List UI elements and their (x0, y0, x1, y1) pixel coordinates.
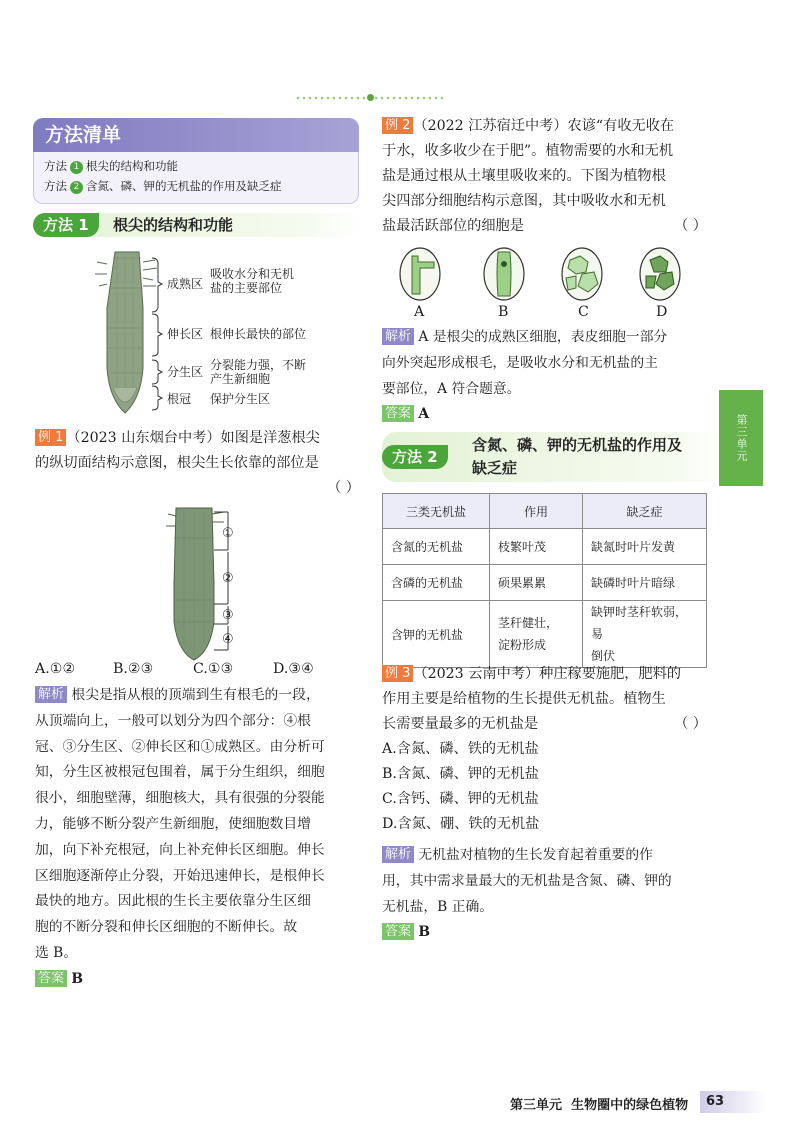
example1-stem (35, 426, 360, 501)
analysis1-line: 很小，细胞壁薄，细胞核大，具有很强的分裂能 (35, 790, 325, 807)
example2-bracket: （ ） (674, 218, 707, 234)
page-number: 63 (706, 1094, 725, 1109)
example3-line: 长需要量最多的无机盐是 (382, 716, 539, 732)
table-header-salt: 三类无机盐 (383, 494, 490, 529)
summary-item-prefix: 方法 (44, 159, 67, 173)
summary-item-text: 根尖的结构和功能 (86, 159, 178, 173)
table-row (383, 601, 707, 668)
option-b: B.含氮、磷、钾的无机盐 (382, 766, 539, 782)
deficiency-cell: 缺氮时叶片发黄 (583, 529, 707, 565)
zone-desc-elongation: 根伸长最快的部位 (210, 327, 307, 341)
zone-mark-2: ② (222, 571, 234, 586)
footer-text (510, 1094, 688, 1113)
analysis1-line: 从顶端向上，一般可以划分为四个部分：④根 (35, 712, 311, 729)
summary-item-1 (44, 156, 348, 176)
analysis2-tag: 解析 (382, 328, 414, 345)
analysis1-line: 最快的地方。因此根的生长主要依靠分生区细 (35, 893, 311, 910)
effect-line: 茎秆健壮， (498, 616, 559, 630)
example1-options (35, 657, 355, 682)
analysis1-line: 胞的不断分裂和伸长区细胞的不断伸长。故 (35, 919, 298, 936)
zone-brackets (148, 256, 168, 414)
analysis3-line: 无机盐对植物的生长发育起着重要的作 (418, 847, 653, 863)
analysis1-line: 根尖是指从根的顶端到生有根毛的一段， (71, 687, 320, 703)
zone-desc-mature-2: 盐的主要部位 (210, 281, 283, 295)
answer2-tag: 答案 (382, 405, 414, 422)
salt-cell: 含钾的无机盐 (383, 601, 490, 668)
cell-label-d: D (656, 304, 668, 320)
top-ornament-dot (367, 94, 374, 101)
example2-stem (382, 114, 707, 239)
zone-name-mature: 成熟区 (167, 277, 204, 291)
deficiency-line: 倒伏 (591, 649, 616, 663)
analysis1-block (35, 683, 361, 993)
analysis3-block (382, 843, 708, 946)
example3-bracket: （ ） (674, 716, 707, 732)
footer-title: 生物圈中的绿色植物 (571, 1098, 689, 1113)
analysis1-line: 力，能够不断分裂产生新细胞，使细胞数目增 (35, 815, 311, 832)
footer-unit: 第三单元 (510, 1098, 563, 1113)
summary-item-2 (44, 176, 348, 196)
answer3-value: B (418, 924, 431, 941)
cell-label-c: C (578, 304, 589, 320)
salt-cell: 含磷的无机盐 (383, 565, 490, 601)
example1-bracket: （ ） (327, 480, 360, 496)
cell-label-a: A (414, 304, 425, 320)
method2-title-line2: 缺乏症 (472, 459, 518, 477)
zone-mark-4: ④ (222, 632, 234, 647)
method1-title: 根尖的结构和功能 (113, 216, 234, 234)
effect-cell: 枝繁叶茂 (490, 529, 583, 565)
example2-line: 尖四部分细胞结构示意图，其中吸收水和无机 (382, 193, 666, 209)
method2-tag: 方法 2 (382, 445, 448, 469)
answer1-value: B (71, 970, 84, 987)
analysis1-line: 冠、③分生区、②伸长区和①成熟区。由分析可 (35, 738, 325, 755)
table-row (383, 529, 707, 565)
deficiency-cell: 缺磷时叶片暗绿 (583, 565, 707, 601)
option-d: D.③④ (273, 661, 314, 677)
effect-cell: 硕果累累 (490, 565, 583, 601)
number-badge: 1 (70, 161, 83, 174)
method2-title-line1: 含氮、磷、钾的无机盐的作用及 (472, 436, 683, 454)
analysis1-line: 选 B。 (35, 944, 78, 961)
example2-line: （2022 江苏宿迁中考）农谚“有收无收在 (413, 118, 675, 134)
zone-desc-meristem-2: 产生新细胞 (210, 372, 271, 386)
analysis3-line: 用，其中需求量最大的无机盐是含氮、磷、钾的 (382, 872, 672, 889)
summary-item-text: 含氮、磷、钾的无机盐的作用及缺乏症 (86, 179, 282, 193)
effect-line: 淀粉形成 (498, 638, 547, 652)
example1-tag: 例 1 (35, 429, 66, 446)
zone-name-rootcap: 根冠 (167, 392, 192, 406)
analysis2-block (382, 325, 708, 428)
option-b: B.②③ (113, 661, 154, 677)
example1-line2: 的纵切面结构示意图，根尖生长依靠的部位是 (35, 455, 319, 471)
method1-tag: 方法 1 (33, 213, 99, 237)
example2-line: 于水，收多收少在于肥”。植物需要的水和无机 (382, 143, 674, 159)
option-c: C.①③ (193, 661, 234, 677)
option-a: A.含氮、磷、铁的无机盐 (382, 741, 539, 757)
option-d: D.含氮、硼、铁的无机盐 (382, 816, 540, 832)
analysis2-line: 向外突起形成根毛，是吸收水分和无机盐的主 (382, 354, 658, 371)
analysis1-line: 区细胞逐渐停止分裂，开始迅速伸长，是根伸长 (35, 867, 325, 884)
answer2-value: A (418, 406, 430, 423)
cell-c-diagram (562, 248, 602, 300)
zone-mark-3: ③ (222, 608, 234, 623)
zone-desc-rootcap: 保护分生区 (210, 392, 271, 406)
table-header-deficiency: 缺乏症 (583, 494, 707, 529)
zone-desc-meristem-1: 分裂能力强，不断 (210, 358, 307, 372)
method2-title (472, 434, 682, 480)
deficiency-line: 缺钾时茎秆软弱，易 (591, 605, 688, 641)
cell-d-diagram (640, 248, 680, 300)
answer3-tag: 答案 (382, 923, 414, 940)
analysis3-line: 无机盐，B 正确。 (382, 898, 494, 915)
zone-name-elongation: 伸长区 (167, 327, 204, 341)
cell-diagrams (398, 246, 688, 302)
analysis1-tag: 解析 (35, 686, 67, 703)
example1-line1: （2023 山东烟台中考）如图是洋葱根尖 (66, 430, 320, 446)
example3-tag: 例 3 (382, 665, 413, 682)
table-row (383, 565, 707, 601)
method1-banner (33, 213, 359, 237)
example3-line: 作用主要是给植物的生长提供无机盐。植物生 (382, 691, 666, 707)
analysis1-line: 加，向下补充根冠，向上补充伸长区细胞。伸长 (35, 841, 325, 858)
method-summary-box (33, 118, 359, 206)
example2-line: 盐是通过根从土壤里吸收来的。下图为植物根 (382, 168, 666, 184)
summary-list (33, 152, 359, 204)
example2-line: 盐最活跃部位的细胞是 (382, 218, 524, 234)
cell-option-labels (414, 300, 704, 325)
analysis1-line: 知，分生区被根冠包围着，属于分生组织，细胞 (35, 764, 325, 781)
option-a: A.①② (35, 661, 76, 677)
summary-item-prefix: 方法 (44, 179, 67, 193)
zone-name-meristem: 分生区 (167, 365, 204, 379)
example3-stem (382, 662, 707, 837)
analysis2-line: A 是根尖的成熟区细胞，表皮细胞一部分 (418, 329, 668, 345)
deficiency-cell (583, 601, 707, 668)
example2-tag: 例 2 (382, 117, 413, 134)
method2-banner (382, 432, 727, 482)
effect-cell (490, 601, 583, 668)
analysis2-line: 要部位，A 符合题意。 (382, 380, 521, 397)
salt-table (382, 493, 707, 668)
answer1-tag: 答案 (35, 970, 67, 987)
zone-mark-1: ① (222, 526, 234, 541)
cell-b-diagram (484, 248, 524, 300)
summary-title: 方法清单 (33, 118, 359, 152)
analysis3-tag: 解析 (382, 846, 414, 863)
unit-side-tab: 第三单元 (719, 390, 763, 486)
cell-a-diagram (400, 248, 440, 300)
table-header-effect: 作用 (490, 494, 583, 529)
zone-desc-mature-1: 吸收水分和无机 (210, 267, 295, 281)
number-badge: 2 (70, 181, 83, 194)
cell-label-b: B (498, 304, 509, 320)
example3-line: （2023 云南中考）种庄稼要施肥，肥料的 (413, 666, 682, 682)
salt-cell: 含氮的无机盐 (383, 529, 490, 565)
option-c: C.含钙、磷、钾的无机盐 (382, 791, 539, 807)
